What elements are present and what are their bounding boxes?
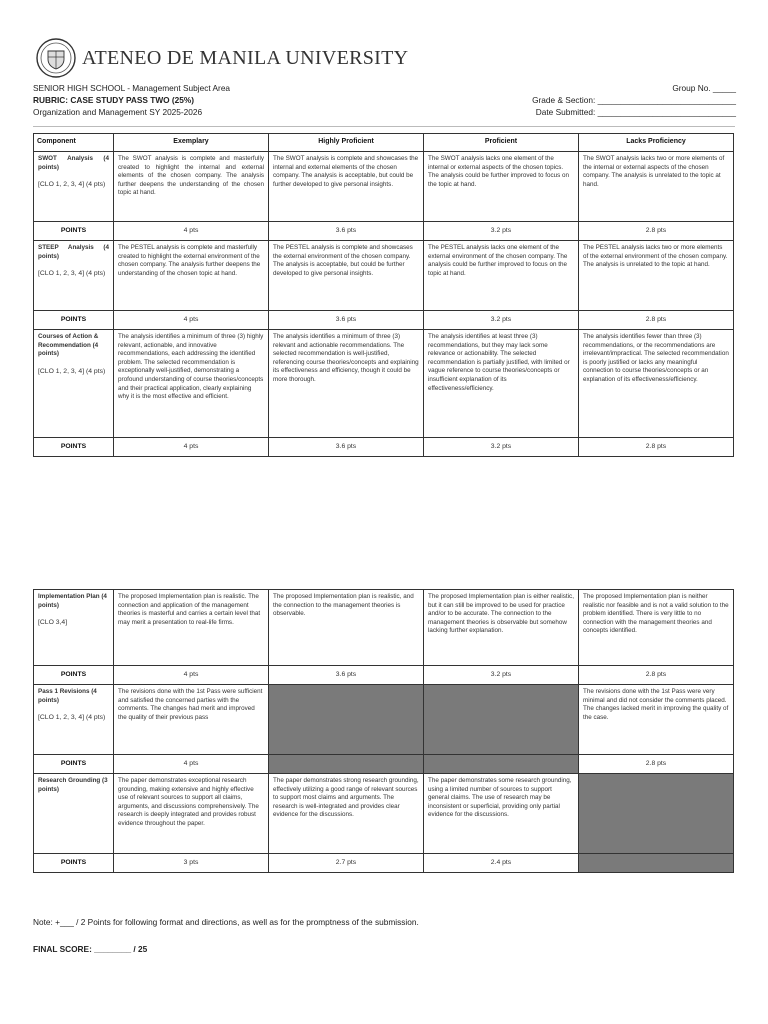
points-cell: 4 pts	[114, 438, 269, 457]
criteria-cell: The paper demonstrates some research grounding, using a limited number of sources to support general claims. The use of research may be inconsistent or superficial, providing only partial evidence for the discussions.	[424, 774, 579, 854]
points-cell: 2.8 pts	[579, 755, 734, 774]
points-row	[34, 755, 734, 774]
points-cell: 3.6 pts	[269, 438, 424, 457]
table-row	[34, 685, 734, 755]
university-seal-icon	[36, 38, 76, 78]
header-divider	[33, 126, 735, 127]
points-cell: 2.7 pts	[269, 854, 424, 873]
table-row	[34, 590, 734, 666]
subject-area: SENIOR HIGH SCHOOL - Management Subject Area	[33, 83, 231, 93]
table-header-row	[34, 134, 734, 152]
col-header-lacks-proficiency: Lacks Proficiency	[579, 134, 734, 152]
points-cell: 3.2 pts	[424, 438, 579, 457]
criteria-cell: The PESTEL analysis is complete and showcases the external environment of the chosen company. The analysis is acceptable, but could be further developed to give personal insights.	[269, 241, 424, 311]
points-cell: 3.6 pts	[269, 222, 424, 241]
points-row	[34, 438, 734, 457]
table-row	[34, 241, 734, 311]
criteria-cell: The analysis identifies fewer than three (3) recommendations, or the recommendations are irrelevant/impractical. The selected recommendation is poorly justified or lacks any meaningful connection to course theories/concepts or an explanation of its effectiveness/efficiency.	[579, 330, 734, 438]
criteria-cell: The analysis identifies at least three (3) recommendations, but they may lack some relevance or actionability. The selected recommendation is partially justified, with limited or vague reference to course theories/concepts or insufficient explanation of its effectiveness/efficiency.	[424, 330, 579, 438]
rubric-table-page2	[33, 589, 734, 873]
criteria-cell: The analysis identifies a minimum of three (3) relevant and actionable recommendations. The selected recommendation is well-justified, referencing course theories/concepts and explaining its effectiveness and efficiency, though it could be more thorough.	[269, 330, 424, 438]
points-cell: 4 pts	[114, 755, 269, 774]
not-applicable-cell	[424, 685, 579, 755]
points-row	[34, 222, 734, 241]
criteria-cell: The paper demonstrates strong research grounding, effectively utilizing a good range of relevant sources to support most claims and arguments. The research is well-integrated and provides clear evidence for the discussions.	[269, 774, 424, 854]
component-cell: Pass 1 Revisions (4 points) [CLO 1, 2, 3, 4] (4 pts)	[34, 685, 114, 755]
criteria-cell: The PESTEL analysis lacks one element of the external environment of the chosen company. The analysis could be further improved to focus on the topic at hand.	[424, 241, 579, 311]
col-header-proficient: Proficient	[424, 134, 579, 152]
points-cell: 3.2 pts	[424, 311, 579, 330]
rubric-title: RUBRIC: CASE STUDY PASS TWO (25%)	[33, 95, 195, 105]
points-label: POINTS	[34, 438, 114, 457]
points-label: POINTS	[34, 222, 114, 241]
points-cell: 2.8 pts	[579, 666, 734, 685]
component-cell: SWOT Analysis (4 points) [CLO 1, 2, 3, 4] (4 pts)	[34, 152, 114, 222]
col-header-highly-proficient: Highly Proficient	[269, 134, 424, 152]
criteria-cell: The SWOT analysis is complete and masterfully created to highlight the internal and external elements of the chosen company. The analysis further deepens the understanding of the chosen topic at hand.	[114, 152, 269, 222]
points-cell: 4 pts	[114, 311, 269, 330]
university-name: ATENEO DE MANILA UNIVERSITY	[82, 46, 409, 69]
criteria-cell: The proposed Implementation plan is either realistic, but it can still be improved to be used for practice and/or to be accurate. The connection to the management theories is observable but somehow lacking further explanation.	[424, 590, 579, 666]
points-cell: 3.2 pts	[424, 666, 579, 685]
group-no-field: Group No. _____	[672, 83, 736, 93]
points-cell: 2.8 pts	[579, 311, 734, 330]
final-score: FINAL SCORE: ________ / 25	[33, 944, 148, 954]
table-row	[34, 774, 734, 854]
points-cell: 4 pts	[114, 666, 269, 685]
component-cell: Courses of Action & Recommendation (4 points) [CLO 1, 2, 3, 4] (4 pts)	[34, 330, 114, 438]
note-text: Note: +___ / 2 Points for following format and directions, as well as for the promptness of the submission.	[33, 917, 419, 927]
points-cell: 3.2 pts	[424, 222, 579, 241]
grade-section-field: Grade & Section: ______________________________	[532, 95, 736, 105]
criteria-cell: The proposed Implementation plan is realistic, and the connection to the management theories is observable.	[269, 590, 424, 666]
not-applicable-cell	[424, 755, 579, 774]
points-row	[34, 854, 734, 873]
points-row	[34, 311, 734, 330]
points-cell: 4 pts	[114, 222, 269, 241]
points-cell: 3 pts	[114, 854, 269, 873]
criteria-cell: The proposed Implementation plan is neither realistic nor feasible and is not a valid solution to the problem identified. There is very little to no connection with the management theories and concepts identified.	[579, 590, 734, 666]
component-cell: Implementation Plan (4 points) [CLO 3,4]	[34, 590, 114, 666]
component-cell: Research Grounding (3 points)	[34, 774, 114, 854]
criteria-cell: The revisions done with the 1st Pass were sufficient and satisfied the concerned parties with the comments. The changes had merit and improved the quality of their previous pass	[114, 685, 269, 755]
col-header-component: Component	[34, 134, 114, 152]
points-label: POINTS	[34, 755, 114, 774]
points-cell: 2.8 pts	[579, 438, 734, 457]
criteria-cell: The PESTEL analysis lacks two or more elements of the external environment of the chosen company. The analysis is unrelated to the topic at hand.	[579, 241, 734, 311]
component-cell: STEEP Analysis (4 points) [CLO 1, 2, 3, 4] (4 pts)	[34, 241, 114, 311]
points-cell: 2.8 pts	[579, 222, 734, 241]
not-applicable-cell	[579, 774, 734, 854]
criteria-cell: The PESTEL analysis is complete and masterfully created to highlight the external environment of the chosen company. The analysis further deepens the understanding of the chosen topic at hand.	[114, 241, 269, 311]
col-header-exemplary: Exemplary	[114, 134, 269, 152]
course-sy: Organization and Management SY 2025-2026	[33, 107, 203, 117]
date-submitted-field: Date Submitted: ______________________________	[535, 107, 736, 117]
criteria-cell: The revisions done with the 1st Pass were very minimal and did not consider the comments placed. The changes lacked merit in improving the quality of the case.	[579, 685, 734, 755]
not-applicable-cell	[269, 685, 424, 755]
criteria-cell: The SWOT analysis is complete and showcases the internal and external elements of the chosen company. The analysis is acceptable, but could be further developed to give personal insights.	[269, 152, 424, 222]
points-label: POINTS	[34, 854, 114, 873]
criteria-cell: The proposed Implementation plan is realistic. The connection and application of the management theories is masterful and carries a certain level that may merit a presentation to real-life firms.	[114, 590, 269, 666]
criteria-cell: The SWOT analysis lacks one element of the internal or external aspects of the chosen topics. The analysis could be further improved to focus on the topic at hand.	[424, 152, 579, 222]
points-cell: 3.6 pts	[269, 311, 424, 330]
university-logo	[36, 36, 408, 80]
not-applicable-cell	[579, 854, 734, 873]
rubric-table-page1	[33, 133, 734, 457]
points-row	[34, 666, 734, 685]
not-applicable-cell	[269, 755, 424, 774]
points-cell: 3.6 pts	[269, 666, 424, 685]
points-label: POINTS	[34, 311, 114, 330]
table-row	[34, 330, 734, 438]
criteria-cell: The SWOT analysis lacks two or more elements of the internal or external aspects of the chosen company. The analysis is unrelated to the topic at hand.	[579, 152, 734, 222]
points-label: POINTS	[34, 666, 114, 685]
criteria-cell: The paper demonstrates exceptional research grounding, making extensive and highly effective use of relevant sources to support all claims, arguments, and discussions comprehensively. The research is deeply integrated and provides robust evidence throughout the paper.	[114, 774, 269, 854]
table-row	[34, 152, 734, 222]
criteria-cell: The analysis identifies a minimum of three (3) highly relevant, actionable, and innovative recommendations, each addressing the identified problem. The selected recommendation is exceptionally well-justified, demonstrating a profound understanding of course theories/concepts and their practical application, clearly explaining why it is the most effective and efficient.	[114, 330, 269, 438]
points-cell: 2.4 pts	[424, 854, 579, 873]
